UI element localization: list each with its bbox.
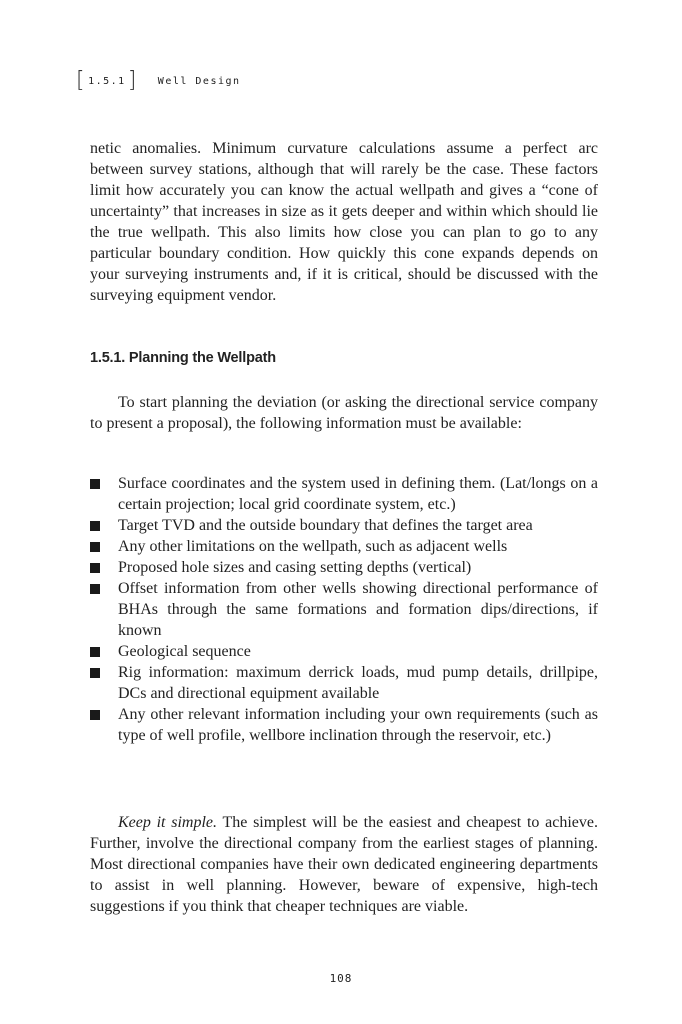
list-item-text: Geological sequence [118,643,251,660]
list-item [90,641,598,662]
paragraph-keep-it-simple [90,812,598,917]
list-item-text: Any other limitations on the wellpath, such as adjacent wells [118,538,508,555]
list-item [90,578,598,641]
page-number: 108 [329,972,353,985]
running-head-section-number: 1.5.1 [88,76,126,87]
list-item [90,473,598,515]
square-bullet-icon [90,647,100,657]
list-item [90,557,598,578]
list-item-text: Target TVD and the outside boundary that defines the target area [118,517,533,534]
emphasis-lead-in: Keep it simple. [118,814,218,831]
open-bracket-glyph: [ [76,68,87,93]
square-bullet-icon [90,479,100,489]
running-head-title: Well Design [157,76,241,87]
close-bracket-glyph: ] [127,68,138,93]
list-item-text: Any other relevant information including your own requirements (such as type of well profile, wellbore inclination through the reservoir, etc.) [118,706,598,744]
list-item [90,536,598,557]
square-bullet-icon [90,584,100,594]
list-item [90,704,598,746]
square-bullet-icon [90,668,100,678]
paragraph-intro: To start planning the deviation (or asking the directional service company to present a proposal), the following information must be available: [90,394,598,432]
square-bullet-icon [90,521,100,531]
square-bullet-icon [90,710,100,720]
paragraph-continuation: netic anomalies. Minimum curvature calculations assume a perfect arc between survey stations, although that will rarely be the case. These factors limit how accurately you can know the actual wellpath and gives a “cone of uncertainty” that increases in size as it gets deeper and within which should lie the true wellpath. This also limits how close you can plan to go to any particular boundary condition. How quickly this cone expands depends on your surveying instruments and, if it is critical, should be discussed with the surveying equipment vendor. [90,140,598,304]
square-bullet-icon [90,563,100,573]
list-item-text: Rig information: maximum derrick loads, mud pump details, drillpipe, DCs and directional equipment available [118,664,598,702]
list-item-text: Proposed hole sizes and casing setting depths (vertical) [118,559,472,576]
requirements-list [90,473,598,746]
list-item [90,662,598,704]
section-heading: 1.5.1. Planning the Wellpath [90,350,276,366]
list-item-text: Surface coordinates and the system used in defining them. (Lat/longs on a certain projection; local grid coordinate system, etc.) [118,475,598,513]
running-head [76,66,241,96]
square-bullet-icon [90,542,100,552]
list-item-text: Offset information from other wells showing directional performance of BHAs through the same formations and formation dips/directions, if known [118,580,598,639]
list-item [90,515,598,536]
paragraph-body: The simplest will be the easiest and cheapest to achieve. Further, involve the directional company from the earliest stages of planning. Most directional companies have their own dedicated engineering departments to assist in well planning. However, beware of expensive, high-tech suggestions if you think that cheaper techniques are viable. [90,814,598,915]
